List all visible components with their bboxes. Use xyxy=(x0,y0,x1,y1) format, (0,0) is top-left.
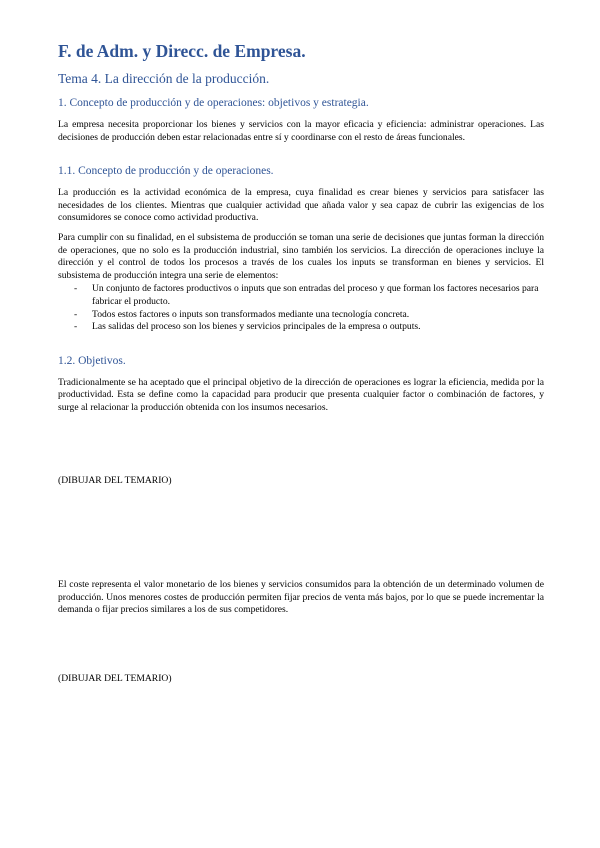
list-item-text: Todos estos factores o inputs son transformados mediante una tecnología concreta. xyxy=(92,308,410,320)
section-1-2-heading: 1.2. Objetivos. xyxy=(58,354,126,367)
elements-list xyxy=(58,283,544,333)
section-1-1-paragraph-2: Para cumplir con su finalidad, en el subsistema de producción se toman una serie de decisiones que juntas forman la dirección de operaciones, que no solo es la producción industrial, sino también los servicios. La dirección de operaciones incluye la dirección y el control de todos los procesos a través de los cuales los inputs se transforman en bienes y servicios. El subsistema de producción integra una serie de elementos: xyxy=(58,231,544,281)
list-item-text: Las salidas del proceso son los bienes y servicios principales de la empresa o outputs. xyxy=(92,321,421,333)
dash-bullet: - xyxy=(74,321,78,333)
dash-bullet: - xyxy=(74,308,78,320)
list-item-text: Un conjunto de factores productivos o inputs que son entradas del proceso y que forman los factores necesarios para fabricar el producto. xyxy=(92,283,539,307)
document-title: F. de Adm. y Direcc. de Empresa. xyxy=(58,41,306,61)
section-1-paragraph: La empresa necesita proporcionar los bienes y servicios con la mayor eficacia y eficiencia: administrar operaciones. Las decisiones de producción deben estar relacionadas entre sí y coordinarse con el resto de áreas funcionales. xyxy=(58,119,544,143)
section-1-1-heading: 1.1. Concepto de producción y de operaciones. xyxy=(58,165,274,178)
drawing-placeholder-1: (DIBUJAR DEL TEMARIO) xyxy=(58,474,172,486)
section-1-2-paragraph-1: Tradicionalmente se ha aceptado que el principal objetivo de la dirección de operaciones es lograr la eficiencia, medida por la productividad. Esta se define como la capacidad para producir que presenta cualquier factor o combinación de factores, y surge al relacionar la producción obtenida con los insumos necesarios. xyxy=(58,376,544,413)
list-item xyxy=(58,321,544,334)
list-item xyxy=(58,309,544,322)
drawing-placeholder-2: (DIBUJAR DEL TEMARIO) xyxy=(58,672,172,684)
tema-heading: Tema 4. La dirección de la producción. xyxy=(58,71,270,86)
dash-bullet: - xyxy=(74,283,78,295)
section-1-heading: 1. Concepto de producción y de operaciones: objetivos y estrategia. xyxy=(58,97,369,109)
section-1-2-paragraph-2: El coste representa el valor monetario de los bienes y servicios consumidos para la obtención de un determinado volumen de producción. Unos menores costes de producción permiten fijar precios de venta más bajos, por lo que se puede incrementar la demanda o fijar precios similares a los de sus competidores. xyxy=(58,579,544,616)
list-item xyxy=(58,283,544,308)
section-1-1-paragraph-1: La producción es la actividad económica de la empresa, cuya finalidad es crear bienes y servicios para satisfacer las necesidades de los clientes. Mientras que cualquier actividad que añada valor y sea capaz de cubrir las exigencias de los consumidores se conoce como actividad productiva. xyxy=(58,187,544,224)
document-page xyxy=(58,40,544,685)
